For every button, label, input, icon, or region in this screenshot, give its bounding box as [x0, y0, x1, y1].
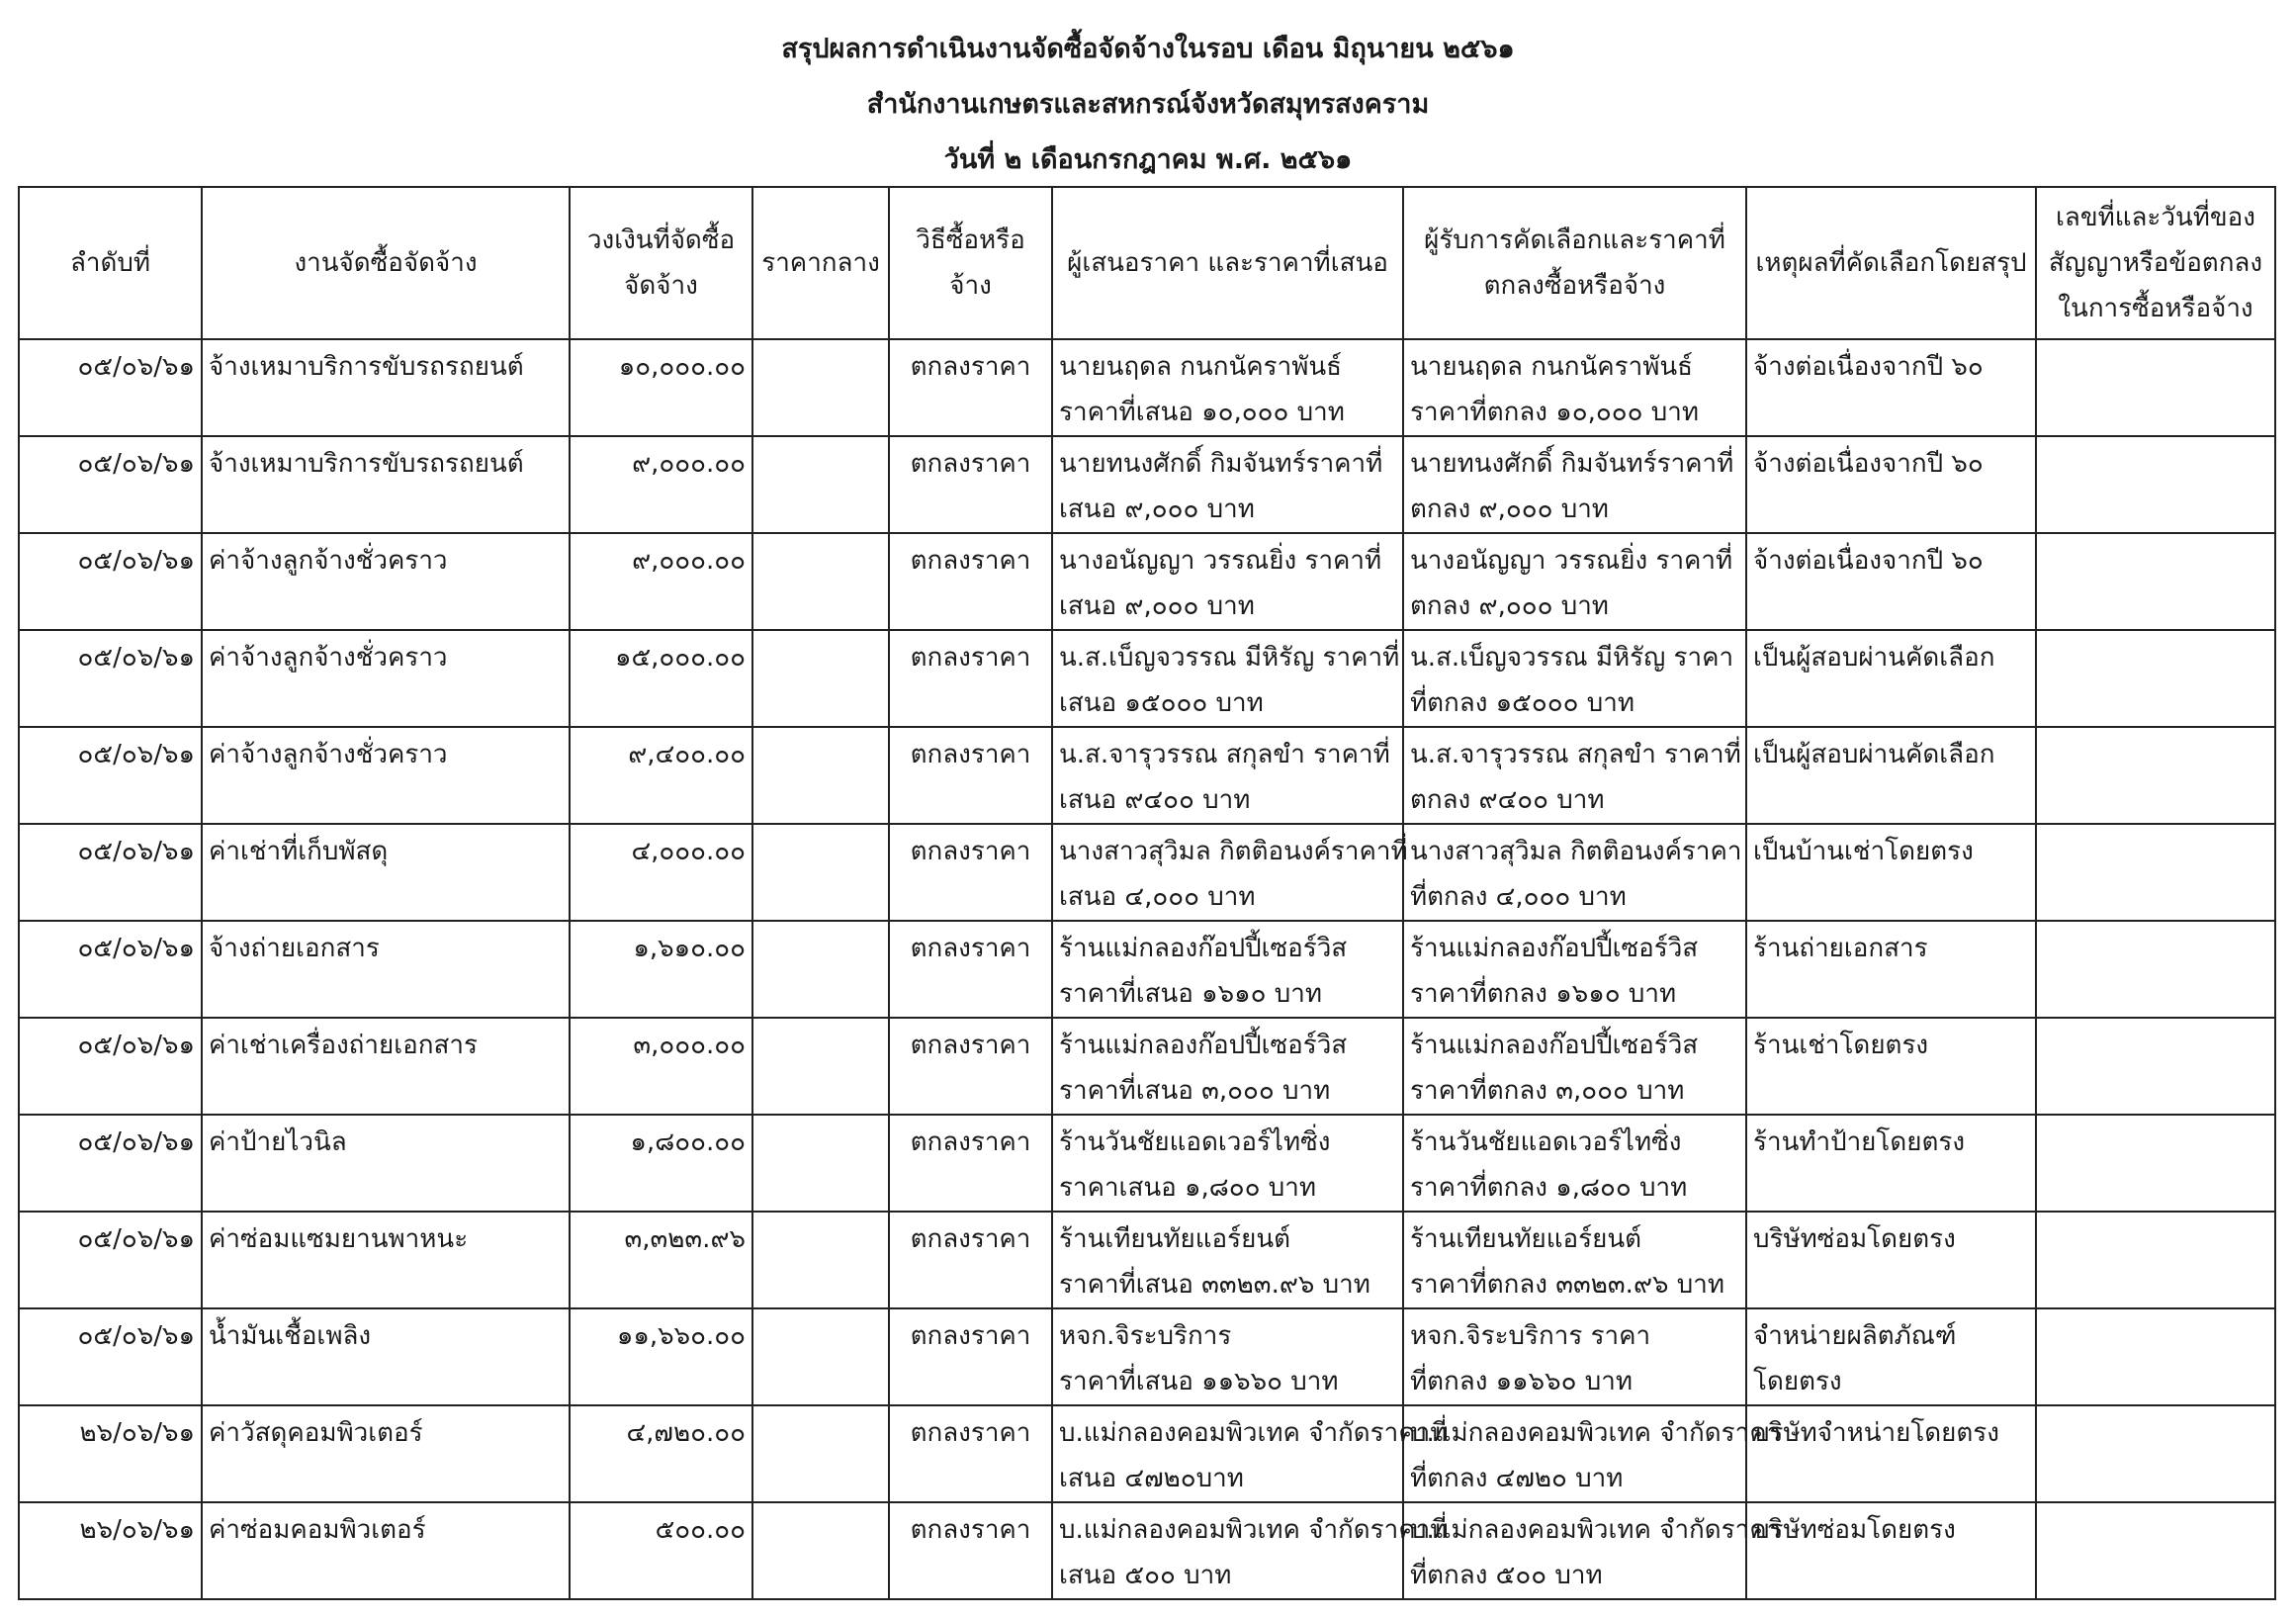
winner-price: ราคาที่ตกลง ๓๓๒๓.๙๖ บาท — [1410, 1270, 1724, 1300]
cell-item: จ้างเหมาบริการขับรถรถยนต์ — [202, 339, 570, 436]
cell-median-price — [752, 630, 889, 727]
cell-item: ค่าจ้างลูกจ้างชั่วคราว — [202, 630, 570, 727]
winner-name: นางสาวสุวิมล กิตติอนงค์ราคา — [1410, 837, 1742, 866]
offer-name: นางอนัญญา วรรณยิ่ง ราคาที่ — [1059, 546, 1382, 576]
cell-winner — [1403, 1212, 1746, 1308]
col-header-median: ราคากลาง — [752, 187, 889, 339]
cell-median-price — [752, 533, 889, 630]
table-row — [19, 436, 2275, 533]
winner-name: นางอนัญญา วรรณยิ่ง ราคาที่ — [1410, 546, 1733, 576]
cell-date: ๐๕/๐๖/๖๑ — [19, 1115, 202, 1212]
cell-method: ตกลงราคา — [889, 1212, 1052, 1308]
cell-reason: จ้างต่อเนื่องจากปี ๖๐ — [1746, 533, 2036, 630]
winner-price: ที่ตกลง ๑๑๖๖๐ บาท — [1410, 1367, 1634, 1396]
cell-date: ๒๖/๐๖/๖๑ — [19, 1405, 202, 1502]
cell-offer — [1052, 824, 1408, 921]
cell-contract — [2036, 1115, 2275, 1212]
cell-date: ๐๕/๐๖/๖๑ — [19, 533, 202, 630]
offer-price: ราคาที่เสนอ ๑๖๑๐ บาท — [1059, 979, 1322, 1009]
cell-median-price — [752, 339, 889, 436]
cell-median-price — [752, 1502, 889, 1599]
cell-item: จ้างเหมาบริการขับรถรถยนต์ — [202, 436, 570, 533]
cell-reason: จ้างต่อเนื่องจากปี ๖๐ — [1746, 339, 2036, 436]
cell-winner — [1403, 921, 1746, 1018]
cell-median-price — [752, 727, 889, 824]
winner-price: ที่ตกลง ๕๐๐ บาท — [1410, 1561, 1603, 1590]
offer-name: บ.แม่กลองคอมพิวเทค จำกัดราคาที่ — [1059, 1418, 1448, 1448]
table-row — [19, 1502, 2275, 1599]
winner-price: ตกลง ๙๔๐๐ บาท — [1410, 785, 1605, 815]
cell-amount: ๙,๐๐๐.๐๐ — [570, 436, 752, 533]
table-row — [19, 824, 2275, 921]
table-row — [19, 1212, 2275, 1308]
cell-reason: เป็นผู้สอบผ่านคัดเลือก — [1746, 727, 2036, 824]
offer-name: บ.แม่กลองคอมพิวเทค จำกัดราคาที่ — [1059, 1515, 1448, 1545]
cell-date: ๐๕/๐๖/๖๑ — [19, 921, 202, 1018]
cell-method: ตกลงราคา — [889, 339, 1052, 436]
cell-contract — [2036, 630, 2275, 727]
cell-offer — [1052, 436, 1403, 533]
cell-item: ค่าเช่าที่เก็บพัสดุ — [202, 824, 570, 921]
report-title: สรุปผลการดำเนินงานจัดซื้อจัดจ้างในรอบ เดือน มิถุนายน ๒๕๖๑ — [781, 34, 1515, 64]
cell-median-price — [752, 824, 889, 921]
offer-price: ราคาที่เสนอ ๑๐,๐๐๐ บาท — [1059, 398, 1345, 427]
table-row — [19, 1115, 2275, 1212]
offer-price: เสนอ ๔,๐๐๐ บาท — [1059, 882, 1256, 912]
cell-reason: บริษัทซ่อมโดยตรง — [1746, 1502, 2036, 1599]
cell-offer — [1052, 630, 1403, 727]
winner-name: ร้านเทียนทัยแอร์ยนต์ — [1410, 1224, 1641, 1254]
cell-contract — [2036, 1018, 2275, 1115]
winner-name: ร้านแม่กลองก๊อปปี้เซอร์วิส — [1410, 934, 1699, 963]
cell-amount: ๕๐๐.๐๐ — [570, 1502, 752, 1599]
cell-item: ค่าวัสดุคอมพิวเตอร์ — [202, 1405, 570, 1502]
cell-reason: ร้านทำป้ายโดยตรง — [1746, 1115, 2036, 1212]
cell-date: ๐๕/๐๖/๖๑ — [19, 1018, 202, 1115]
cell-method: ตกลงราคา — [889, 824, 1052, 921]
cell-reason: จ้างต่อเนื่องจากปี ๖๐ — [1746, 436, 2036, 533]
cell-median-price — [752, 1212, 889, 1308]
cell-item: ค่าซ่อมแซมยานพาหนะ — [202, 1212, 570, 1308]
cell-amount: ๑,๘๐๐.๐๐ — [570, 1115, 752, 1212]
cell-offer — [1052, 339, 1403, 436]
offer-price: เสนอ ๑๕๐๐๐ บาท — [1059, 688, 1264, 718]
cell-method: ตกลงราคา — [889, 921, 1052, 1018]
cell-offer — [1052, 1212, 1403, 1308]
offer-name: น.ส.จารุวรรณ สกุลขำ ราคาที่ — [1059, 740, 1390, 769]
cell-contract — [2036, 1212, 2275, 1308]
col-header-budget: วงเงินที่จัดซื้อจัดจ้าง — [570, 187, 752, 339]
col-header-seq: ลำดับที่ — [19, 187, 202, 339]
table-row — [19, 339, 2275, 436]
winner-price: ที่ตกลง ๑๕๐๐๐ บาท — [1410, 688, 1634, 718]
winner-price: ตกลง ๙,๐๐๐ บาท — [1410, 591, 1609, 621]
cell-method: ตกลงราคา — [889, 1115, 1052, 1212]
cell-date: ๐๕/๐๖/๖๑ — [19, 1308, 202, 1405]
cell-offer — [1052, 727, 1403, 824]
agency-name: สำนักงานเกษตรและสหกรณ์จังหวัดสมุทรสงคราม — [866, 89, 1430, 120]
winner-name: น.ส.จารุวรรณ สกุลขำ ราคาที่ — [1410, 740, 1741, 769]
cell-winner — [1403, 630, 1746, 727]
offer-price: ราคาที่เสนอ ๓,๐๐๐ บาท — [1059, 1076, 1331, 1106]
offer-price: ราคาเสนอ ๑,๘๐๐ บาท — [1059, 1173, 1317, 1203]
table-body — [19, 339, 2275, 1599]
cell-amount: ๑๑,๖๖๐.๐๐ — [570, 1308, 752, 1405]
col-header-reason: เหตุผลที่คัดเลือกโดยสรุป — [1746, 187, 2036, 339]
offer-price: เสนอ ๙,๐๐๐ บาท — [1059, 591, 1255, 621]
cell-amount: ๙,๐๐๐.๐๐ — [570, 533, 752, 630]
cell-reason: บริษัทจำหน่ายโดยตรง — [1746, 1405, 2036, 1502]
winner-name: บ.แม่กลองคอมพิวเทค จำกัดราคา — [1410, 1515, 1782, 1545]
cell-offer — [1052, 1308, 1403, 1405]
table-row — [19, 630, 2275, 727]
table-row — [19, 1018, 2275, 1115]
col-header-contract: เลขที่และวันที่ของสัญญาหรือข้อตกลงในการซื้อหรือจ้าง — [2036, 187, 2275, 339]
winner-price: ราคาที่ตกลง ๑๐,๐๐๐ บาท — [1410, 398, 1699, 427]
table-row — [19, 727, 2275, 824]
winner-price: ราคาที่ตกลง ๑๖๑๐ บาท — [1410, 979, 1677, 1009]
cell-winner — [1403, 436, 1746, 533]
winner-name: ร้านแม่กลองก๊อปปี้เซอร์วิส — [1410, 1031, 1699, 1060]
cell-method: ตกลงราคา — [889, 1405, 1052, 1502]
cell-reason: บริษัทซ่อมโดยตรง — [1746, 1212, 2036, 1308]
cell-median-price — [752, 1018, 889, 1115]
cell-item: ค่าป้ายไวนิล — [202, 1115, 570, 1212]
table-row — [19, 1405, 2275, 1502]
winner-price: ราคาที่ตกลง ๓,๐๐๐ บาท — [1410, 1076, 1685, 1106]
offer-name: ร้านแม่กลองก๊อปปี้เซอร์วิส — [1059, 1031, 1348, 1060]
cell-date: ๐๕/๐๖/๖๑ — [19, 824, 202, 921]
offer-price: ราคาที่เสนอ ๑๑๖๖๐ บาท — [1059, 1367, 1339, 1396]
winner-price: ที่ตกลง ๔,๐๐๐ บาท — [1410, 882, 1627, 912]
cell-winner — [1403, 339, 1746, 436]
cell-method: ตกลงราคา — [889, 436, 1052, 533]
winner-price: ที่ตกลง ๔๗๒๐ บาท — [1410, 1464, 1624, 1493]
cell-offer — [1052, 1405, 1448, 1502]
table-header-row — [19, 187, 2275, 339]
cell-winner — [1403, 1405, 1782, 1502]
cell-amount: ๑๐,๐๐๐.๐๐ — [570, 339, 752, 436]
cell-item: ค่าเช่าเครื่องถ่ายเอกสาร — [202, 1018, 570, 1115]
offer-name: ร้านเทียนทัยแอร์ยนต์ — [1059, 1224, 1290, 1254]
cell-amount: ๓,๓๒๓.๙๖ — [570, 1212, 752, 1308]
cell-method: ตกลงราคา — [889, 630, 1052, 727]
offer-price: เสนอ ๙,๐๐๐ บาท — [1059, 495, 1255, 524]
cell-median-price — [752, 921, 889, 1018]
table-row — [19, 1308, 2275, 1405]
cell-date: ๐๕/๐๖/๖๑ — [19, 727, 202, 824]
cell-contract — [2036, 1405, 2275, 1502]
cell-winner — [1403, 1018, 1746, 1115]
col-header-winner: ผู้รับการคัดเลือกและราคาที่ตกลงซื้อหรือจ้าง — [1403, 187, 1746, 339]
cell-reason: จำหน่ายผลิตภัณฑ์โดยตรง — [1746, 1308, 2036, 1405]
winner-name: ร้านวันชัยแอดเวอร์ไทซิ่ง — [1410, 1127, 1682, 1157]
cell-amount: ๑,๖๑๐.๐๐ — [570, 921, 752, 1018]
procurement-table — [18, 186, 2276, 1600]
cell-contract — [2036, 533, 2275, 630]
winner-name: หจก.จิระบริการ ราคา — [1410, 1321, 1651, 1351]
cell-contract — [2036, 921, 2275, 1018]
cell-item: น้ำมันเชื้อเพลิง — [202, 1308, 570, 1405]
cell-date: ๐๕/๐๖/๖๑ — [19, 339, 202, 436]
cell-reason: ร้านเช่าโดยตรง — [1746, 1018, 2036, 1115]
cell-method: ตกลงราคา — [889, 533, 1052, 630]
cell-method: ตกลงราคา — [889, 727, 1052, 824]
cell-winner — [1403, 1502, 1782, 1599]
cell-method: ตกลงราคา — [889, 1502, 1052, 1599]
cell-item: ค่าจ้างลูกจ้างชั่วคราว — [202, 533, 570, 630]
cell-contract — [2036, 436, 2275, 533]
col-header-item: งานจัดซื้อจัดจ้าง — [202, 187, 570, 339]
cell-item: จ้างถ่ายเอกสาร — [202, 921, 570, 1018]
cell-offer — [1052, 1018, 1403, 1115]
cell-item: ค่าจ้างลูกจ้างชั่วคราว — [202, 727, 570, 824]
winner-name: นายทนงศักดิ์ กิมจันทร์ราคาที่ — [1410, 449, 1734, 479]
cell-median-price — [752, 436, 889, 533]
offer-name: หจก.จิระบริการ — [1059, 1321, 1232, 1351]
report-date: วันที่ ๒ เดือนกรกฎาคม พ.ศ. ๒๕๖๑ — [943, 144, 1353, 175]
cell-winner — [1403, 1115, 1746, 1212]
offer-price: เสนอ ๕๐๐ บาท — [1059, 1561, 1232, 1590]
cell-reason: ร้านถ่ายเอกสาร — [1746, 921, 2036, 1018]
cell-winner — [1403, 824, 1746, 921]
offer-name: นายทนงศักดิ์ กิมจันทร์ราคาที่ — [1059, 449, 1383, 479]
cell-median-price — [752, 1405, 889, 1502]
cell-contract — [2036, 824, 2275, 921]
cell-winner — [1403, 727, 1746, 824]
winner-price: ตกลง ๙,๐๐๐ บาท — [1410, 495, 1609, 524]
winner-name: นายนฤดล กนกนัคราพันธ์ — [1410, 352, 1693, 382]
cell-contract — [2036, 1308, 2275, 1405]
cell-offer — [1052, 1502, 1448, 1599]
offer-name: ร้านวันชัยแอดเวอร์ไทซิ่ง — [1059, 1127, 1331, 1157]
offer-name: นางสาวสุวิมล กิตติอนงค์ราคาที่ — [1059, 837, 1408, 866]
offer-name: ร้านแม่กลองก๊อปปี้เซอร์วิส — [1059, 934, 1348, 963]
cell-amount: ๙,๔๐๐.๐๐ — [570, 727, 752, 824]
cell-amount: ๓,๐๐๐.๐๐ — [570, 1018, 752, 1115]
cell-contract — [2036, 727, 2275, 824]
cell-method: ตกลงราคา — [889, 1308, 1052, 1405]
cell-amount: ๔,๗๒๐.๐๐ — [570, 1405, 752, 1502]
cell-contract — [2036, 1502, 2275, 1599]
document-header — [0, 22, 2296, 188]
cell-date: ๐๕/๐๖/๖๑ — [19, 630, 202, 727]
cell-date: ๒๖/๐๖/๖๑ — [19, 1502, 202, 1599]
cell-date: ๐๕/๐๖/๖๑ — [19, 1212, 202, 1308]
cell-item: ค่าซ่อมคอมพิวเตอร์ — [202, 1502, 570, 1599]
cell-method: ตกลงราคา — [889, 1018, 1052, 1115]
col-header-offer: ผู้เสนอราคา และราคาที่เสนอ — [1052, 187, 1403, 339]
table-row — [19, 533, 2275, 630]
cell-offer — [1052, 533, 1403, 630]
cell-date: ๐๕/๐๖/๖๑ — [19, 436, 202, 533]
cell-reason: เป็นผู้สอบผ่านคัดเลือก — [1746, 630, 2036, 727]
offer-name: นายนฤดล กนกนัคราพันธ์ — [1059, 352, 1342, 382]
winner-name: บ.แม่กลองคอมพิวเทค จำกัดราคา — [1410, 1418, 1782, 1448]
cell-amount: ๑๕,๐๐๐.๐๐ — [570, 630, 752, 727]
offer-price: เสนอ ๙๔๐๐ บาท — [1059, 785, 1251, 815]
cell-offer — [1052, 1115, 1403, 1212]
cell-amount: ๔,๐๐๐.๐๐ — [570, 824, 752, 921]
cell-winner — [1403, 533, 1746, 630]
cell-offer — [1052, 921, 1403, 1018]
cell-winner — [1403, 1308, 1746, 1405]
winner-name: น.ส.เบ็ญจวรรณ มีหิรัญ ราคา — [1410, 643, 1734, 673]
cell-reason: เป็นบ้านเช่าโดยตรง — [1746, 824, 2036, 921]
cell-median-price — [752, 1308, 889, 1405]
table-row — [19, 921, 2275, 1018]
cell-contract — [2036, 339, 2275, 436]
cell-median-price — [752, 1115, 889, 1212]
offer-name: น.ส.เบ็ญจวรรณ มีหิรัญ ราคาที่ — [1059, 643, 1400, 673]
offer-price: ราคาที่เสนอ ๓๓๒๓.๙๖ บาท — [1059, 1270, 1370, 1300]
winner-price: ราคาที่ตกลง ๑,๘๐๐ บาท — [1410, 1173, 1688, 1203]
col-header-method: วิธีซื้อหรือจ้าง — [889, 187, 1052, 339]
offer-price: เสนอ ๔๗๒๐บาท — [1059, 1464, 1244, 1493]
